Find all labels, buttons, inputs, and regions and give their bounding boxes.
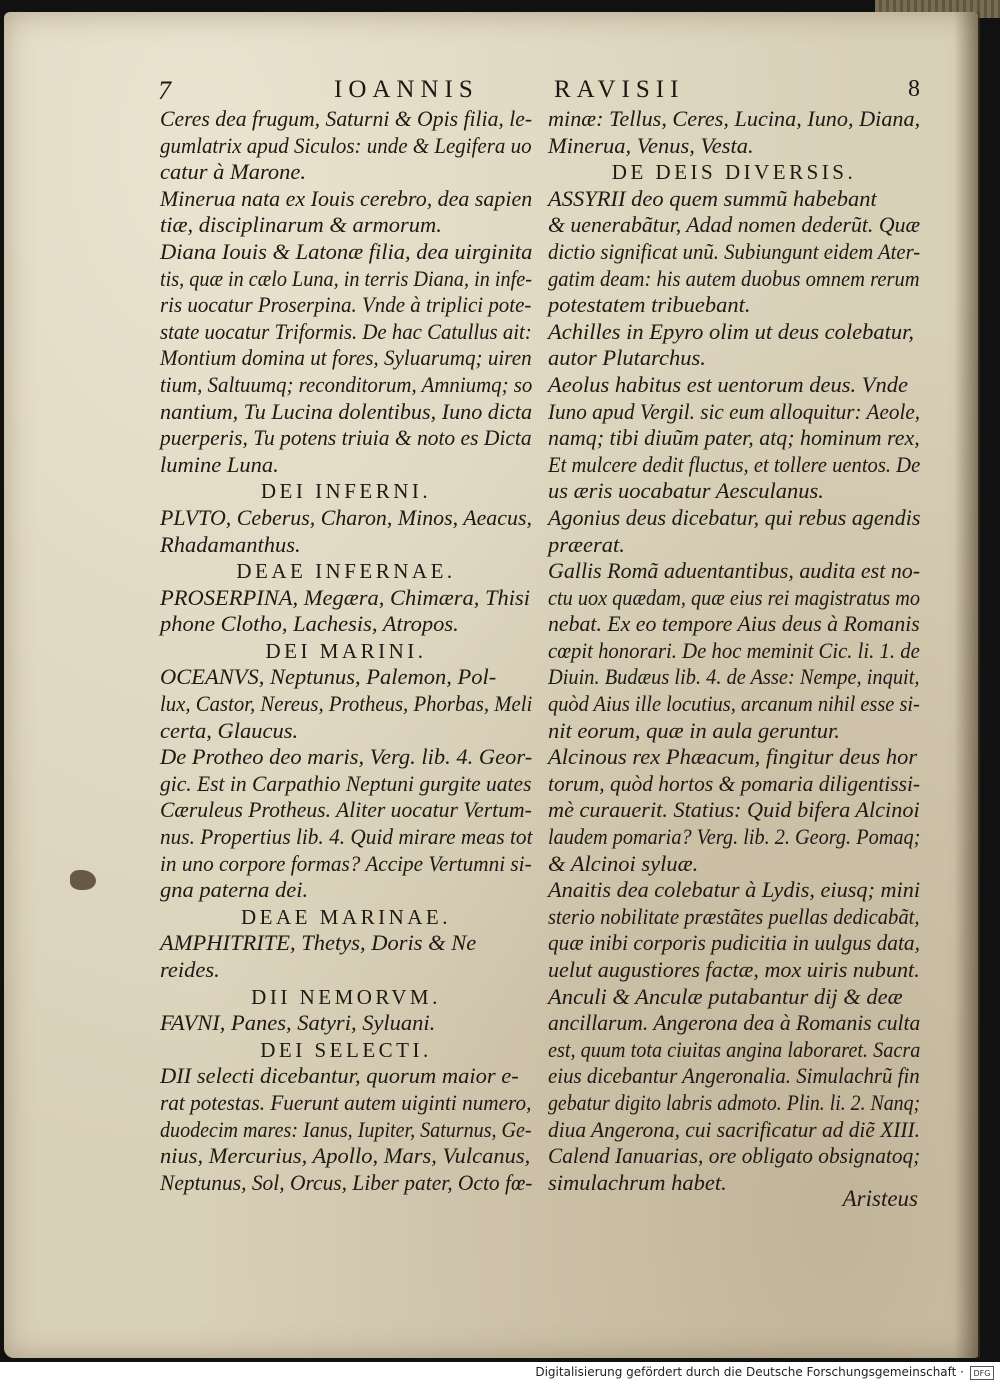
text-line: certa, Glaucus. — [160, 717, 299, 743]
text-line: duodecim mares: Ianus, Iupiter, Saturnus, Ge- — [160, 1116, 532, 1142]
text-line: cœpit honorari. De hoc meminit Cic. li. 1. de — [548, 637, 920, 663]
text-line: gatim deam: his autem duobus omnem rerum — [548, 265, 920, 291]
text-line: gic. Est in Carpathio Neptuni gurgite uates — [160, 770, 532, 796]
text-line: state uocatur Triformis. De hac Catullus ait: — [160, 318, 532, 344]
text-line: sterio nobilitate præstãtes puellas dedicabãt, — [548, 903, 920, 929]
text-line: lux, Castor, Nereus, Protheus, Phorbas, Meli — [160, 691, 533, 717]
text-line: laudem pomaria? Verg. lib. 2. Georg. Pomaq; — [548, 824, 921, 850]
folio-left: 7 — [158, 76, 171, 105]
text-line: ancillarum. Angerona dea à Romanis culta — [548, 1010, 921, 1036]
text-line: & Alcinoi syluæ. — [548, 850, 699, 876]
text-line: præerat. — [548, 531, 625, 557]
text-line: gna paterna dei. — [160, 877, 309, 903]
text-line: ASSYRII deo quem summũ habebant — [548, 185, 877, 211]
left-text-column — [160, 106, 532, 1196]
text-line: Agonius deus dicebatur, qui rebus agendis — [548, 504, 921, 530]
text-line: Ceres dea frugum, Saturni & Opis filia, le- — [160, 106, 533, 131]
text-line: mè curauerit. Statius: Quid bifera Alcinoi — [548, 797, 920, 823]
page-edge-shadow — [954, 12, 980, 1358]
text-line: Montium domina ut fores, Syluarumq; uiren — [160, 345, 532, 371]
text-line: Minerua nata ex Iouis cerebro, dea sapien — [160, 185, 533, 211]
text-line: us æris uocabatur Aesculanus. — [548, 478, 824, 504]
right-text-column — [548, 106, 920, 1196]
text-line: nit eorum, quæ in aula geruntur. — [548, 717, 840, 743]
text-line: Iuno apud Vergil. sic eum alloquitur: Aeole, — [548, 398, 921, 424]
text-line: Calend Ianuarias, ore obligato obsignatoq; — [548, 1143, 921, 1169]
text-line: potestatem tribuebant. — [548, 292, 751, 318]
running-title-right: RAVISII — [554, 76, 685, 103]
text-line: minæ: Tellus, Ceres, Lucina, Iuno, Diana, — [548, 106, 921, 131]
text-line: gumlatrix apud Siculos: unde & Legifera uo — [160, 132, 532, 158]
text-line: ris uocatur Proserpina. Vnde à triplici pote- — [160, 292, 532, 318]
text-line: simulachrum habet. — [548, 1169, 727, 1195]
text-line: torum, quòd hortos & pomaria diligentissi- — [548, 770, 921, 796]
text-line: & uenerabãtur, Adad nomen dederũt. Quæ — [548, 212, 921, 238]
text-line: reides. — [160, 957, 220, 982]
text-line: Minerua, Venus, Vesta. — [548, 132, 754, 158]
text-line: DII selecti dicebantur, quorum maior e- — [160, 1063, 519, 1089]
text-line: puerperis, Tu potens triuia & noto es Dicta — [160, 425, 532, 451]
text-line: OCEANVS, Neptunus, Palemon, Pol- — [160, 664, 497, 690]
text-line: uelut augustiores factæ, mox uiris nubunt. — [548, 957, 920, 982]
text-line: autor Plutarchus. — [548, 345, 706, 371]
funding-notice: Digitalisierung gefördert durch die Deutsche Forschungsgemeinschaft · — [535, 1365, 964, 1379]
text-line: nus. Propertius lib. 4. Quid mirare meas tot — [160, 824, 533, 850]
text-line: Alcinous rex Phæacum, fingitur deus hor — [548, 744, 918, 770]
text-line: namq; tibi diuũm pater, atq; hominum rex, — [548, 425, 920, 451]
text-line: Diuin. Budæus lib. 4. de Asse: Nempe, inquit, — [548, 664, 920, 690]
ink-stain — [70, 870, 96, 890]
text-line: in uno corpore formas? Accipe Vertumni si- — [160, 850, 532, 876]
text-line: rat potestas. Fuerunt autem uiginti numero, — [160, 1089, 532, 1115]
text-line: nantium, Tu Lucina dolentibus, Iuno dicta — [160, 398, 533, 424]
text-line: Rhadamanthus. — [160, 531, 301, 557]
dfg-logo-icon: DFG — [970, 1366, 994, 1380]
text-line: Achilles in Epyro olim ut deus colebatur, — [548, 318, 914, 344]
text-line: quòd Aius ille locutius, arcanum nihil esse si- — [548, 691, 920, 717]
text-line: Neptunus, Sol, Orcus, Liber pater, Octo fœ- — [160, 1169, 533, 1195]
text-line: phone Clotho, Lachesis, Atropos. — [160, 611, 459, 637]
text-line: PROSERPINA, Megæra, Chimæra, Thisi — [160, 584, 530, 610]
text-line: eius dicebantur Angeronalia. Simulachrũ fin — [548, 1063, 920, 1089]
text-line: nius, Mercurius, Apollo, Mars, Vulcanus, — [160, 1143, 531, 1169]
text-line: AMPHITRITE, Thetys, Doris & Ne — [160, 930, 477, 956]
text-line: PLVTO, Ceberus, Charon, Minos, Aeacus, — [160, 504, 532, 530]
text-line: tis, quæ in cælo Luna, in terris Diana, in infe- — [160, 265, 532, 291]
section-heading: DEI INFERNI. — [260, 479, 432, 504]
text-line: tium, Saltuumq; reconditorum, Amniumq; so — [160, 371, 533, 397]
text-line: catur à Marone. — [160, 159, 307, 185]
text-line: Gallis Romã aduentantibus, audita est no- — [548, 558, 921, 584]
section-heading: DEAE MARINAE. — [241, 904, 451, 929]
running-head — [158, 76, 920, 108]
digitization-footer — [0, 1362, 1000, 1384]
text-line: lumine Luna. — [160, 451, 279, 477]
text-line: ctu uox quædam, quæ eius rei magistratus mo — [548, 584, 921, 610]
text-line: diua Angerona, cui sacrificatur ad diẽ XIII. — [548, 1116, 921, 1142]
text-line: gebatur digito labris admoto. Plin. li. 2. Nanq; — [548, 1089, 921, 1115]
folio-right: 8 — [908, 76, 920, 102]
section-heading: DII NEMORVM. — [251, 984, 441, 1009]
catchword: Aristeus — [842, 1186, 918, 1211]
text-line: nebat. Ex eo tempore Aius deus à Romanis — [548, 611, 920, 637]
section-heading: DEI MARINI. — [265, 638, 427, 663]
text-line: tiæ, disciplinarum & armorum. — [160, 212, 442, 238]
text-line: est, quum tota ciuitas angina laboraret. Sacra — [548, 1036, 921, 1062]
section-heading: DEAE INFERNAE. — [236, 559, 456, 584]
text-line: Aeolus habitus est uentorum deus. Vnde — [548, 371, 908, 397]
text-line: Et mulcere dedit fluctus, et tollere uentos. De — [548, 451, 921, 477]
text-line: quæ inibi corporis pudicitia in uulgus data, — [548, 930, 920, 956]
text-line: Anaitis dea colebatur à Lydis, eiusq; mini — [548, 877, 921, 903]
text-line: De Protheo deo maris, Verg. lib. 4. Geor- — [160, 744, 533, 770]
text-line: dictio significat unũ. Subiungunt eidem Ater- — [548, 238, 921, 264]
text-line: Anculi & Anculæ putabantur dij & deæ — [548, 983, 903, 1009]
section-heading: DE DEIS DIVERSIS. — [611, 160, 857, 185]
text-line: FAVNI, Panes, Satyri, Syluani. — [160, 1010, 436, 1036]
running-title-left: IOANNIS — [334, 76, 479, 103]
section-heading: DEI SELECTI. — [260, 1037, 432, 1062]
text-line: Diana Iouis & Latonæ filia, dea uirginita — [160, 238, 533, 264]
text-line: Cæruleus Protheus. Aliter uocatur Vertum- — [160, 797, 532, 823]
